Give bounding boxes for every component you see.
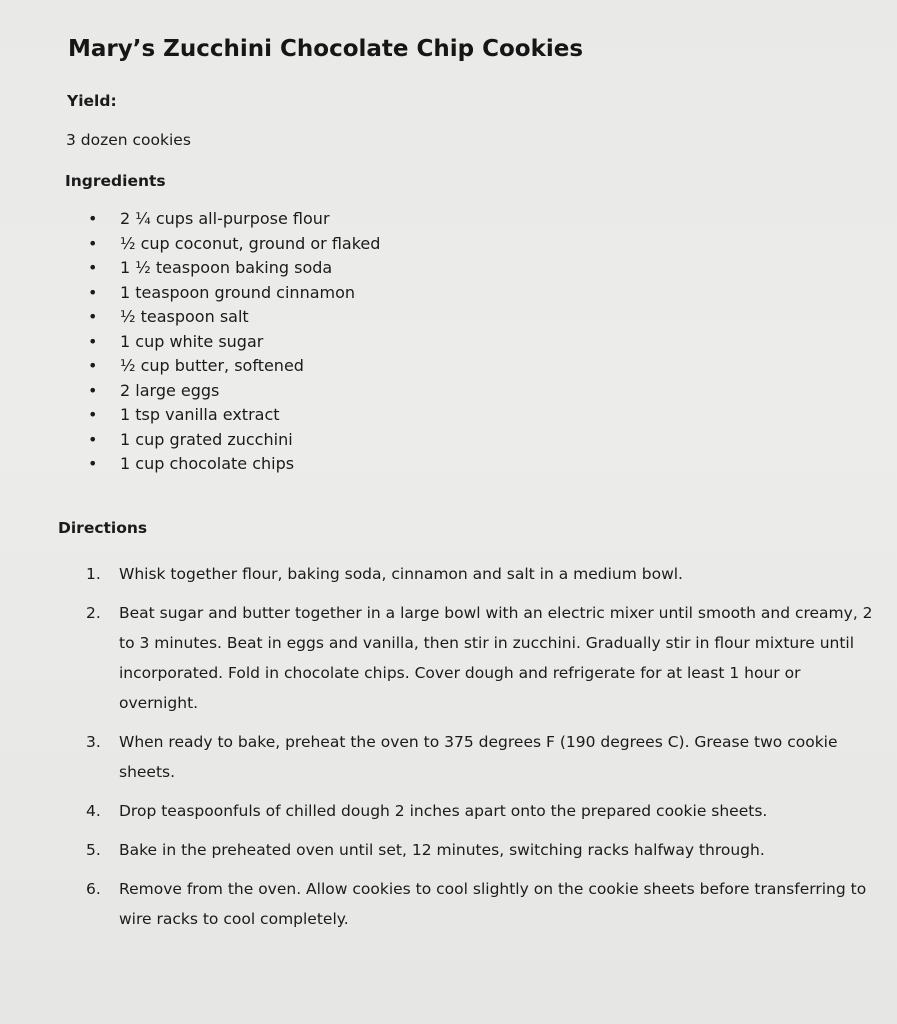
yield-value: 3 dozen cookies: [66, 131, 191, 149]
ingredient-text: 1 teaspoon ground cinnamon: [120, 282, 356, 302]
ingredient-item: [88, 305, 380, 330]
ingredient-item: [88, 256, 380, 281]
yield-label: Yield:: [67, 92, 117, 110]
direction-step: [86, 835, 876, 865]
ingredient-text: 2 ¼ cups all-purpose flour: [120, 209, 330, 228]
step-number: 1.: [86, 565, 101, 583]
ingredients-list: [88, 207, 380, 477]
ingredient-item: [88, 428, 380, 453]
ingredient-item: [88, 452, 380, 477]
ingredients-heading: Ingredients: [65, 172, 166, 190]
bullet-icon: •: [88, 405, 98, 424]
ingredient-item: [88, 330, 380, 355]
bullet-icon: •: [88, 258, 98, 277]
step-text: Remove from the oven. Allow cookies to cool slightly on the cookie sheets before transferring to wire racks to cool completely.: [119, 880, 867, 928]
direction-step: [86, 796, 876, 826]
ingredient-text: 1 cup chocolate chips: [120, 454, 295, 473]
step-number: 6.: [86, 880, 101, 898]
ingredient-text: 1 cup white sugar: [120, 331, 264, 351]
bullet-icon: •: [88, 331, 98, 351]
ingredient-text: ½ cup coconut, ground or flaked: [120, 233, 381, 253]
direction-step: [86, 598, 876, 718]
bullet-icon: •: [88, 282, 98, 302]
step-text: Drop teaspoonfuls of chilled dough 2 inches apart onto the prepared cookie sheets.: [119, 802, 768, 820]
ingredient-text: 1 ½ teaspoon baking soda: [120, 258, 333, 277]
ingredient-item: [88, 207, 380, 232]
ingredient-text: 1 cup grated zucchini: [120, 429, 293, 449]
step-number: 5.: [86, 841, 101, 859]
ingredient-item: [88, 379, 380, 404]
bullet-icon: •: [88, 233, 98, 253]
ingredient-text: 2 large eggs: [120, 380, 220, 400]
directions-heading: Directions: [58, 519, 148, 537]
direction-step: [86, 559, 876, 589]
bullet-icon: •: [88, 356, 98, 375]
ingredient-text: 1 tsp vanilla extract: [120, 405, 280, 424]
step-number: 2.: [86, 604, 101, 622]
direction-step: [86, 727, 876, 787]
recipe-title: Mary’s Zucchini Chocolate Chip Cookies: [68, 36, 584, 62]
ingredient-item: [88, 232, 380, 257]
step-number: 4.: [86, 802, 101, 820]
step-text: Beat sugar and butter together in a large bowl with an electric mixer until smooth and creamy, 2 to 3 minutes. Beat in eggs and vanilla, then stir in zucchini. Gradually stir in flour mixture until incorporated. Fold in chocolate chips. Cover dough and refrigerate for at least 1 hour or overnight.: [119, 604, 873, 712]
ingredient-item: [88, 403, 380, 428]
step-number: 3.: [86, 733, 101, 751]
ingredient-text: ½ teaspoon salt: [120, 307, 249, 326]
bullet-icon: •: [88, 429, 98, 449]
ingredient-item: [88, 354, 380, 379]
step-text: Bake in the preheated oven until set, 12 minutes, switching racks halfway through.: [119, 841, 765, 859]
ingredient-item: [88, 281, 380, 306]
ingredient-text: ½ cup butter, softened: [120, 356, 304, 375]
bullet-icon: •: [88, 307, 98, 326]
bullet-icon: •: [88, 454, 98, 473]
bullet-icon: •: [88, 209, 98, 228]
direction-step: [86, 874, 876, 934]
step-text: Whisk together flour, baking soda, cinnamon and salt in a medium bowl.: [119, 565, 683, 583]
directions-list: [86, 559, 876, 943]
step-text: When ready to bake, preheat the oven to 375 degrees F (190 degrees C). Grease two cookie sheets.: [119, 733, 838, 781]
bullet-icon: •: [88, 380, 98, 400]
